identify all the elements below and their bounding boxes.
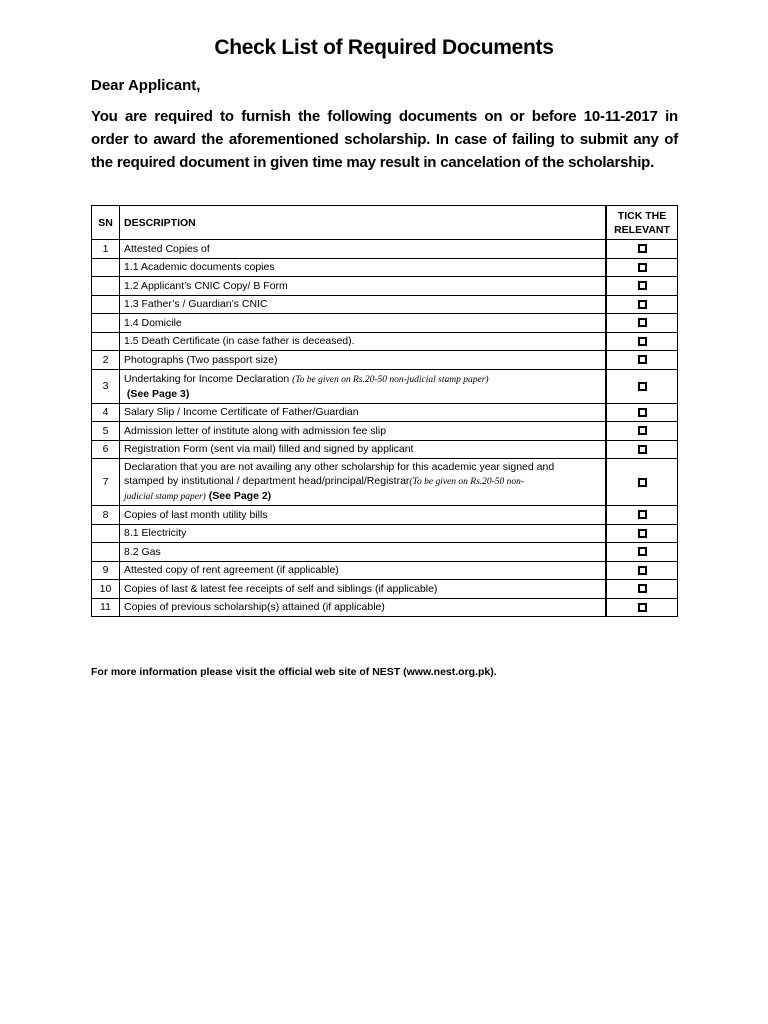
checklist-table [91, 205, 678, 617]
header-description: DESCRIPTION [120, 206, 607, 240]
header-tick [606, 206, 678, 240]
row-description: Attested copy of rent agreement (if applicable) [120, 561, 607, 580]
tick-cell [606, 332, 678, 351]
row-description: 1.5 Death Certificate (in case father is deceased). [120, 332, 607, 351]
row-sn: 11 [92, 598, 120, 617]
row-line-1 [124, 372, 601, 387]
tick-checkbox[interactable] [638, 300, 647, 309]
tick-cell [606, 295, 678, 314]
row-sn [92, 524, 120, 543]
row-description: Admission letter of institute along with admission fee slip [120, 422, 607, 441]
tick-checkbox[interactable] [638, 478, 647, 487]
row-sn: 4 [92, 403, 120, 422]
tick-checkbox[interactable] [638, 337, 647, 346]
row-description: 1.1 Academic documents copies [120, 258, 607, 277]
table-row [92, 351, 678, 370]
row-sn [92, 277, 120, 296]
see-page-reference: (See Page 2) [208, 490, 272, 502]
table-row [92, 403, 678, 422]
header-tick-line1: TICK THE [617, 209, 667, 222]
row-description: 8.1 Electricity [120, 524, 607, 543]
tick-cell [606, 440, 678, 459]
stamp-paper-note: judicial stamp paper) [124, 492, 206, 502]
row-sn: 3 [92, 369, 120, 403]
tick-cell [606, 598, 678, 617]
row-sn: 9 [92, 561, 120, 580]
row-sn [92, 543, 120, 562]
tick-checkbox[interactable] [638, 408, 647, 417]
tick-cell [606, 422, 678, 441]
row-line-1: Declaration that you are not availing any other scholarship for this academic year signed and [124, 461, 555, 473]
tick-cell [606, 277, 678, 296]
tick-checkbox[interactable] [638, 603, 647, 612]
row-sn: 8 [92, 506, 120, 525]
tick-checkbox[interactable] [638, 445, 647, 454]
table-row [92, 277, 678, 296]
tick-checkbox[interactable] [638, 510, 647, 519]
row-sn [92, 314, 120, 333]
row-description: Salary Slip / Income Certificate of Father/Guardian [120, 403, 607, 422]
row-description: Copies of previous scholarship(s) attained (if applicable) [120, 598, 607, 617]
row-text: Undertaking for Income Declaration [124, 372, 290, 385]
table-row [92, 543, 678, 562]
tick-checkbox[interactable] [638, 584, 647, 593]
row-description: 8.2 Gas [120, 543, 607, 562]
table-row [92, 332, 678, 351]
table-row [92, 369, 678, 403]
tick-cell [606, 240, 678, 259]
table-row [92, 580, 678, 599]
stamp-paper-note: (To be given on Rs.20-50 non- [409, 477, 525, 487]
tick-cell [606, 369, 678, 403]
table-row [92, 422, 678, 441]
tick-cell [606, 351, 678, 370]
row-sn: 5 [92, 422, 120, 441]
row-text: stamped by institutional / department head/principal/Registrar [124, 475, 410, 487]
tick-checkbox[interactable] [638, 318, 647, 327]
row-description [120, 459, 607, 506]
tick-checkbox[interactable] [638, 529, 647, 538]
tick-checkbox[interactable] [638, 382, 647, 391]
row-description: Copies of last month utility bills [120, 506, 607, 525]
row-sn: 6 [92, 440, 120, 459]
tick-cell [606, 543, 678, 562]
footer-note: For more information please visit the official web site of NEST (www.nest.org.pk). [91, 666, 497, 678]
tick-checkbox[interactable] [638, 281, 647, 290]
row-description: Photographs (Two passport size) [120, 351, 607, 370]
tick-cell [606, 506, 678, 525]
row-description: Registration Form (sent via mail) filled and signed by applicant [120, 440, 607, 459]
table-row [92, 440, 678, 459]
page-title: Check List of Required Documents [214, 36, 554, 59]
stamp-paper-note: (To be given on Rs.20-50 non-judicial stamp paper) [292, 374, 489, 385]
row-description: Copies of last & latest fee receipts of self and siblings (if applicable) [120, 580, 607, 599]
row-description [120, 369, 607, 403]
header-tick-line2: RELEVANT [614, 223, 670, 236]
tick-cell [606, 561, 678, 580]
row-sn: 7 [92, 459, 120, 506]
row-sn: 2 [92, 351, 120, 370]
see-page-reference: (See Page 3) [126, 387, 190, 400]
row-line-3 [124, 489, 601, 504]
row-description: 1.3 Father’s / Guardian’s CNIC [120, 295, 607, 314]
tick-checkbox[interactable] [638, 547, 647, 556]
tick-cell [606, 314, 678, 333]
tick-checkbox[interactable] [638, 355, 647, 364]
row-sn [92, 258, 120, 277]
tick-cell [606, 459, 678, 506]
table-row [92, 295, 678, 314]
tick-checkbox[interactable] [638, 263, 647, 272]
intro-paragraph: You are required to furnish the following documents on or before 10-11-2017 in order to award the aforementioned scholarship. In case of failing to submit any of the required document in given time may result in cancelation of the scholarship. [91, 108, 678, 171]
table-row [92, 258, 678, 277]
row-sn [92, 295, 120, 314]
row-description: 1.2 Applicant’s CNIC Copy/ B Form [120, 277, 607, 296]
table-header-row [92, 206, 678, 240]
row-description: Attested Copies of [120, 240, 607, 259]
table-row [92, 561, 678, 580]
table-row [92, 459, 678, 506]
table-row [92, 506, 678, 525]
tick-checkbox[interactable] [638, 426, 647, 435]
table-row [92, 314, 678, 333]
row-line-2 [124, 387, 601, 401]
tick-checkbox[interactable] [638, 566, 647, 575]
table-row [92, 598, 678, 617]
tick-checkbox[interactable] [638, 244, 647, 253]
tick-cell [606, 580, 678, 599]
tick-cell [606, 403, 678, 422]
tick-cell [606, 524, 678, 543]
row-sn [92, 332, 120, 351]
row-sn: 10 [92, 580, 120, 599]
table-row [92, 524, 678, 543]
row-description: 1.4 Domicile [120, 314, 607, 333]
header-sn: SN [92, 206, 120, 240]
row-line-2 [124, 474, 601, 489]
row-sn: 1 [92, 240, 120, 259]
table-row [92, 240, 678, 259]
tick-cell [606, 258, 678, 277]
salutation: Dear Applicant, [91, 77, 201, 94]
